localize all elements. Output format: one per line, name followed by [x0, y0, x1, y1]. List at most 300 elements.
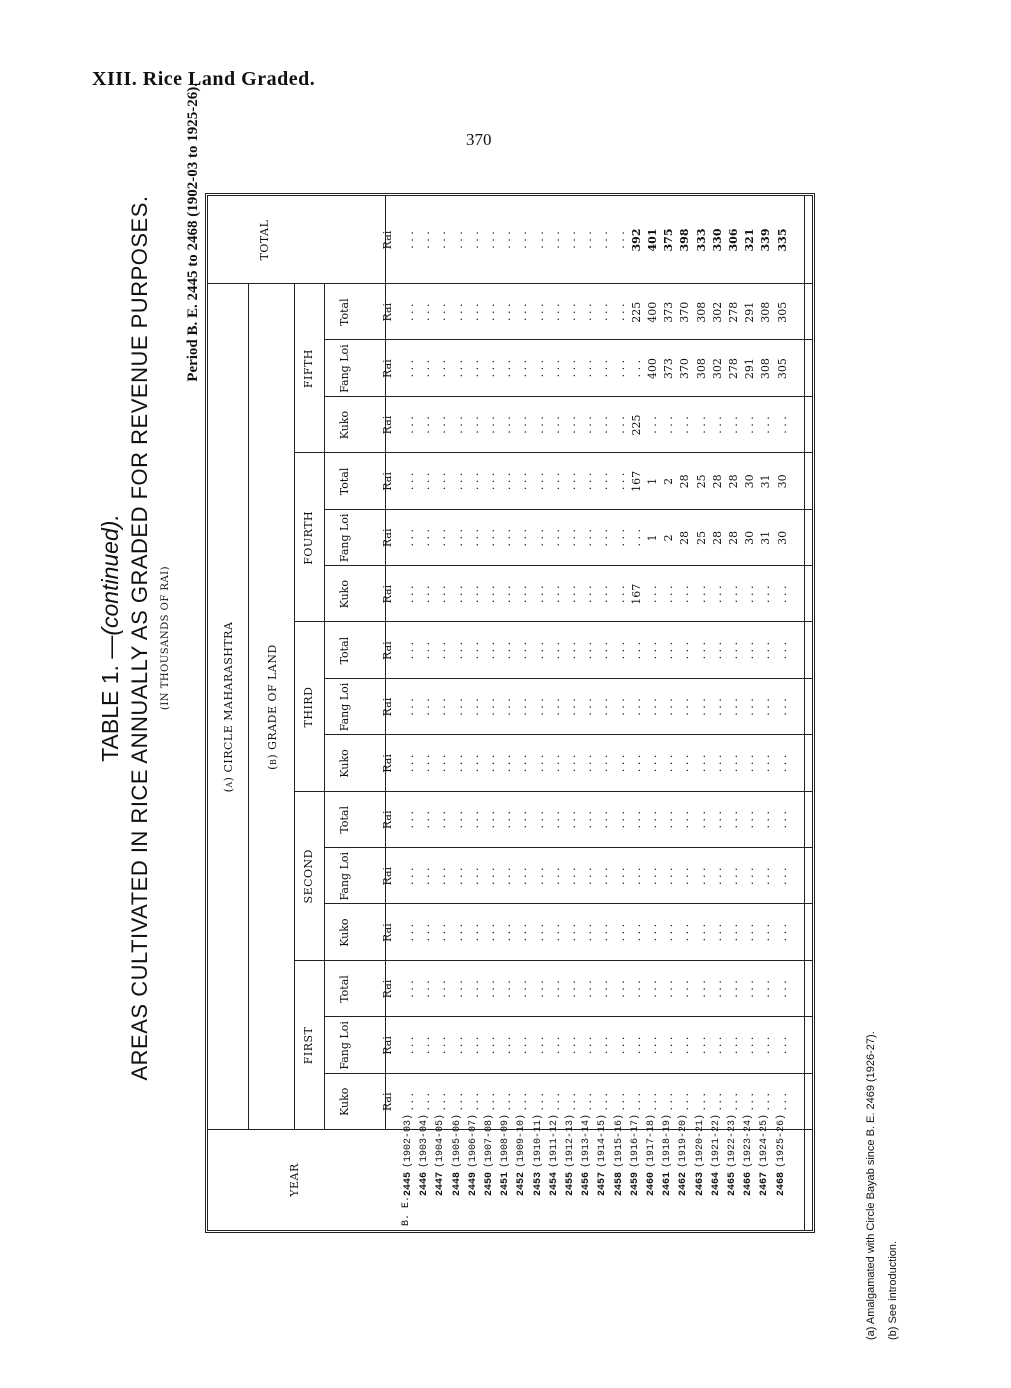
table-cell: 278	[727, 358, 740, 380]
table-cell-empty: . . .	[532, 416, 546, 434]
table-cell-empty: . . .	[694, 867, 708, 885]
table-cell-empty: . . .	[532, 472, 546, 491]
table-cell-empty: . . .	[597, 585, 611, 603]
table-cell-empty: . . .	[484, 698, 497, 716]
table-cell-empty: . . .	[467, 359, 481, 378]
table-cell: 28	[710, 474, 724, 489]
table-cell-empty: . . .	[743, 867, 757, 885]
table-cell-empty: . . .	[484, 585, 497, 603]
table-cell-empty: . . .	[581, 303, 595, 321]
table-cell-empty: . . .	[759, 585, 773, 603]
table-cell-empty: . . .	[775, 923, 789, 942]
table-cell-empty: . . .	[403, 811, 416, 829]
table-cell-empty: . . .	[581, 811, 595, 829]
table-cell-empty: . . .	[516, 698, 530, 716]
be-prefix: B. E.	[401, 1195, 412, 1226]
table-cell-empty: . . .	[678, 867, 692, 885]
table-cell-empty: . . .	[743, 811, 757, 829]
table-cell-empty: . . .	[451, 867, 465, 885]
total-cell-empty: . . .	[597, 231, 611, 249]
table-cell-empty: . . .	[484, 1036, 497, 1055]
unit-label: Rai	[381, 754, 394, 773]
table-cell-empty: . . .	[775, 1093, 789, 1111]
table-cell-empty: . . .	[484, 867, 497, 885]
year-ce: (1915-16)	[613, 1113, 625, 1168]
table-cell-empty: . . .	[581, 641, 595, 660]
table-cell-empty: . . .	[467, 980, 481, 998]
row-divider	[294, 284, 295, 1130]
table-cell-empty: . . .	[678, 585, 692, 603]
table-cell-empty: . . .	[597, 303, 611, 321]
table-cell-empty: . . .	[629, 923, 643, 942]
table-cell-empty: . . .	[613, 754, 627, 773]
table-cell-empty: . . .	[694, 585, 708, 603]
table-cell-empty: . . .	[613, 980, 627, 998]
table-cell: 305	[775, 301, 789, 323]
table-cell-empty: . . .	[500, 359, 514, 378]
table-cell-empty: . . .	[565, 867, 578, 885]
table-cell-empty: . . .	[548, 359, 562, 378]
table-cell-empty: . . .	[710, 867, 724, 885]
table-cell-empty: . . .	[419, 754, 433, 773]
table-cell-empty: . . .	[403, 359, 416, 378]
subcol-header: Kuko	[338, 749, 351, 778]
page-header: XIII. Rice Land Graded.	[92, 68, 316, 90]
table-cell-empty: . . .	[662, 1093, 676, 1111]
table-cell-empty: . . .	[629, 698, 643, 716]
table-cell-empty: . . .	[678, 754, 692, 773]
grade-5-header: FIFTH	[302, 349, 315, 389]
total-cell: 330	[710, 228, 724, 252]
table-cell-empty: . . .	[451, 641, 465, 660]
table-cell-empty: . . .	[435, 641, 449, 660]
year-ce: (1917-18)	[646, 1113, 657, 1168]
total-cell-empty: . . .	[613, 231, 627, 249]
total-cell-empty: . . .	[451, 231, 465, 249]
table-cell-empty: . . .	[419, 1036, 433, 1055]
table-cell-empty: . . .	[548, 472, 562, 491]
table-cell-empty: . . .	[516, 867, 530, 885]
table-cell-empty: . . .	[435, 867, 449, 885]
table-cell-empty: . . .	[435, 1093, 449, 1111]
total-cell-empty: . . .	[516, 231, 530, 249]
table-cell-empty: . . .	[597, 529, 611, 547]
year-ce: (1923-24)	[743, 1113, 755, 1168]
table-cell: 370	[678, 358, 692, 380]
table-cell-empty: . . .	[646, 1036, 659, 1055]
table-cell-empty: . . .	[435, 1036, 449, 1055]
table-cell-empty: . . .	[710, 416, 724, 434]
table-cell-empty: . . .	[678, 641, 692, 660]
table-cell-empty: . . .	[548, 641, 562, 660]
table-cell-empty: . . .	[565, 923, 578, 942]
year-be: 2462	[678, 1171, 690, 1196]
grade-4-header: FOURTH	[302, 510, 315, 565]
table-cell-empty: . . .	[532, 754, 546, 773]
table-cell-empty: . . .	[759, 811, 773, 829]
table-cell-empty: . . .	[710, 1093, 724, 1111]
table-cell-empty: . . .	[678, 980, 692, 998]
row-divider	[248, 284, 249, 1130]
table-cell-empty: . . .	[419, 472, 433, 491]
table-cell-empty: . . .	[548, 923, 562, 942]
year-ce: (1903-04)	[419, 1113, 431, 1168]
year-be: 2466	[743, 1171, 755, 1196]
subcol-header: Total	[338, 975, 351, 1003]
table-cell-empty: . . .	[532, 529, 546, 547]
table-cell-empty: . . .	[500, 472, 514, 491]
table-cell-empty: . . .	[451, 923, 465, 942]
table-cell-empty: . . .	[597, 923, 611, 942]
total-header: TOTAL	[258, 219, 271, 261]
year-be: 2468	[775, 1171, 787, 1196]
table-cell-empty: . . .	[532, 923, 546, 942]
total-cell-empty: . . .	[548, 231, 562, 249]
table-cell: 400	[646, 358, 659, 380]
year-header: YEAR	[288, 1163, 301, 1197]
table-cell-empty: . . .	[451, 359, 465, 378]
grade-2-header: SECOND	[302, 849, 315, 904]
table-cell-empty: . . .	[467, 867, 481, 885]
table-cell-empty: . . .	[775, 867, 789, 885]
year-be: 2447	[435, 1171, 447, 1196]
table-cell: 291	[743, 301, 757, 323]
table-cell-empty: . . .	[484, 416, 497, 434]
table-cell-empty: . . .	[727, 754, 740, 773]
subcol-header: Fang Loi	[338, 1021, 351, 1070]
unit-label: Rai	[381, 359, 394, 378]
total-cell: 335	[775, 228, 789, 252]
table-cell-empty: . . .	[694, 1036, 708, 1055]
table-cell-empty: . . .	[759, 980, 773, 998]
table-cell-empty: . . .	[500, 754, 514, 773]
total-cell-empty: . . .	[565, 231, 578, 249]
table-cell-empty: . . .	[516, 529, 530, 547]
table-cell-empty: . . .	[662, 980, 676, 998]
table-cell-empty: . . .	[435, 416, 449, 434]
table-cell-empty: . . .	[532, 698, 546, 716]
table-cell-empty: . . .	[565, 529, 578, 547]
table-cell-empty: . . .	[597, 698, 611, 716]
table-cell-empty: . . .	[516, 923, 530, 942]
table-cell: 302	[710, 301, 724, 323]
table-cell: 302	[710, 358, 724, 380]
table-cell-empty: . . .	[565, 754, 578, 773]
grade-header: (b) GRADE OF LAND	[266, 644, 279, 770]
table-cell-empty: . . .	[451, 980, 465, 998]
table-cell: 2	[662, 534, 676, 542]
table-cell-empty: . . .	[775, 811, 789, 829]
table-cell-empty: . . .	[403, 980, 416, 998]
table-cell-empty: . . .	[516, 1036, 530, 1055]
table-cell-empty: . . .	[678, 923, 692, 942]
year-ce: (1910-11)	[532, 1113, 544, 1168]
total-cell: 392	[629, 228, 643, 252]
table-cell-empty: . . .	[419, 529, 433, 547]
table-cell-empty: . . .	[743, 1093, 757, 1111]
table-cell-empty: . . .	[759, 754, 773, 773]
row-divider	[324, 284, 325, 1130]
year-be: 2467	[759, 1171, 771, 1196]
year-be: 2452	[516, 1171, 528, 1196]
year-ce: (1907-08)	[484, 1113, 495, 1168]
table-cell-empty: . . .	[775, 1036, 789, 1055]
table-cell-empty: . . .	[727, 698, 740, 716]
table-cell-empty: . . .	[532, 1036, 546, 1055]
table-cell-empty: . . .	[419, 980, 433, 998]
table-cell-empty: . . .	[532, 811, 546, 829]
table-cell-empty: . . .	[743, 641, 757, 660]
table-cell-empty: . . .	[419, 585, 433, 603]
table-cell-empty: . . .	[710, 641, 724, 660]
table-cell-empty: . . .	[694, 754, 708, 773]
table-cell-empty: . . .	[403, 923, 416, 942]
table-cell-empty: . . .	[646, 698, 659, 716]
table-cell-empty: . . .	[613, 641, 627, 660]
data-table	[205, 193, 815, 1233]
table-cell-empty: . . .	[403, 303, 416, 321]
table-cell-empty: . . .	[500, 1093, 514, 1111]
table-cell-empty: . . .	[467, 1036, 481, 1055]
table-cell: 291	[743, 358, 757, 380]
table-cell-empty: . . .	[565, 472, 578, 491]
row-divider	[804, 196, 805, 1230]
footnote-1: (a) Amalgamated with Circle Bayab since B. E. 2469 (1926-27).	[865, 1031, 877, 1340]
table-cell-empty: . . .	[613, 923, 627, 942]
table-cell-empty: . . .	[613, 303, 627, 321]
unit-label: Rai	[381, 472, 394, 491]
table-cell-empty: . . .	[435, 698, 449, 716]
table-cell-empty: . . .	[743, 416, 757, 434]
table-cell-empty: . . .	[662, 698, 676, 716]
year-be: 2465	[727, 1171, 738, 1196]
table-cell-empty: . . .	[662, 1036, 676, 1055]
table-cell-empty: . . .	[727, 923, 740, 942]
table-cell-empty: . . .	[467, 811, 481, 829]
table-cell-empty: . . .	[678, 811, 692, 829]
total-cell: 375	[662, 228, 676, 252]
table-cell: 28	[678, 530, 692, 545]
table-cell-empty: . . .	[597, 472, 611, 491]
table-cell-empty: . . .	[775, 980, 789, 998]
year-be: 2453	[532, 1171, 544, 1196]
year-ce: (1911-12)	[548, 1113, 560, 1168]
unit-label: Rai	[381, 1092, 394, 1112]
total-cell-empty: . . .	[403, 231, 416, 249]
table-cell-empty: . . .	[403, 641, 416, 660]
subcol-header: Fang Loi	[338, 851, 351, 901]
table-cell-empty: . . .	[451, 811, 465, 829]
table-cell-empty: . . .	[646, 641, 659, 660]
table-cell-empty: . . .	[678, 1093, 692, 1111]
table-cell-empty: . . .	[743, 698, 757, 716]
year-ce: (1925-26)	[775, 1113, 787, 1168]
table-cell-empty: . . .	[743, 1036, 757, 1055]
table-cell-empty: . . .	[435, 529, 449, 547]
table-cell-empty: . . .	[694, 923, 708, 942]
table-cell: 30	[743, 474, 757, 489]
table-title-number: 1.	[97, 665, 123, 685]
subcol-header: Kuko	[338, 918, 351, 947]
table-period: Period B. E. 2445 to 2468 (1902-03 to 1925-26).	[185, 83, 201, 382]
table-cell-empty: . . .	[613, 359, 627, 378]
table-title	[95, 188, 155, 1088]
table-cell-empty: . . .	[727, 1036, 740, 1055]
table-cell-empty: . . .	[759, 923, 773, 942]
table-cell-empty: . . .	[662, 811, 676, 829]
table-cell: 30	[775, 530, 789, 545]
table-cell-empty: . . .	[597, 359, 611, 378]
table-cell-empty: . . .	[467, 923, 481, 942]
table-cell: 25	[694, 474, 708, 489]
table-cell: 28	[727, 530, 740, 545]
table-cell-empty: . . .	[500, 923, 514, 942]
table-cell-empty: . . .	[500, 811, 514, 829]
table-cell-empty: . . .	[565, 980, 578, 998]
unit-label: Rai	[381, 302, 394, 322]
table-cell-empty: . . .	[548, 754, 562, 773]
table-cell-empty: . . .	[419, 1093, 433, 1111]
total-cell-empty: . . .	[500, 231, 514, 249]
table-cell-empty: . . .	[727, 1093, 740, 1111]
table-cell-empty: . . .	[759, 416, 773, 434]
table-cell-empty: . . .	[516, 754, 530, 773]
table-cell-empty: . . .	[532, 359, 546, 378]
table-cell-empty: . . .	[678, 416, 692, 434]
table-cell: 225	[629, 301, 643, 323]
table-cell-empty: . . .	[629, 867, 643, 885]
table-cell-empty: . . .	[435, 811, 449, 829]
table-cell-empty: . . .	[419, 867, 433, 885]
year-ce: (1908-09)	[500, 1113, 512, 1168]
table-cell-empty: . . .	[629, 641, 643, 660]
table-cell-empty: . . .	[613, 529, 627, 547]
table-cell-empty: . . .	[646, 867, 659, 885]
table-cell-empty: . . .	[581, 980, 595, 998]
table-cell-empty: . . .	[775, 585, 789, 603]
year-be: 2449	[467, 1171, 479, 1196]
total-cell-empty: . . .	[532, 231, 546, 249]
year-ce: (1918-19)	[662, 1113, 674, 1168]
year-ce: (1904-05)	[435, 1113, 447, 1168]
year-ce: (1914-15)	[597, 1113, 609, 1168]
table-cell-empty: . . .	[548, 303, 562, 321]
table-cell-empty: . . .	[548, 698, 562, 716]
table-cell-empty: . . .	[435, 585, 449, 603]
table-title-continued: —(continued).	[97, 514, 123, 659]
table-cell-empty: . . .	[646, 754, 659, 773]
table-title-main: AREAS CULTIVATED IN RICE ANNUALLY AS GRADED FOR REVENUE PURPOSES.	[127, 195, 152, 1081]
table-cell-empty: . . .	[710, 980, 724, 998]
table-cell-empty: . . .	[581, 472, 595, 491]
subcol-header: Kuko	[338, 1087, 351, 1116]
table-cell-empty: . . .	[694, 698, 708, 716]
table-cell-empty: . . .	[484, 1093, 497, 1111]
table-cell-empty: . . .	[759, 698, 773, 716]
table-cell-empty: . . .	[743, 923, 757, 942]
table-cell-empty: . . .	[532, 867, 546, 885]
table-cell: 2	[662, 477, 676, 485]
table-cell: 305	[775, 358, 789, 380]
table-cell: 30	[743, 530, 757, 545]
table-cell-empty: . . .	[403, 472, 416, 491]
table-cell-empty: . . .	[419, 641, 433, 660]
table-cell: 373	[662, 358, 676, 380]
table-cell-empty: . . .	[694, 416, 708, 434]
total-cell-empty: . . .	[484, 231, 497, 249]
table-cell-empty: . . .	[451, 529, 465, 547]
table-cell-empty: . . .	[435, 980, 449, 998]
table-cell-empty: . . .	[646, 416, 659, 434]
table-cell-empty: . . .	[467, 754, 481, 773]
total-unit-label: Rai	[381, 230, 394, 250]
year-be: 2451	[500, 1171, 512, 1196]
table-cell-empty: . . .	[581, 923, 595, 942]
table-cell: 30	[775, 474, 789, 489]
table-cell-empty: . . .	[451, 585, 465, 603]
table-cell: 28	[710, 530, 724, 545]
table-cell-empty: . . .	[403, 1093, 416, 1111]
table-cell-empty: . . .	[565, 303, 578, 321]
table-cell-empty: . . .	[532, 1093, 546, 1111]
table-cell-empty: . . .	[710, 923, 724, 942]
table-cell-empty: . . .	[548, 529, 562, 547]
table-cell-empty: . . .	[710, 754, 724, 773]
table-cell-empty: . . .	[548, 980, 562, 998]
table-cell-empty: . . .	[613, 472, 627, 491]
subcol-header: Total	[338, 467, 351, 496]
unit-label: Rai	[381, 584, 394, 604]
year-be: 2448	[451, 1171, 463, 1196]
year-ce: (1906-07)	[467, 1113, 479, 1168]
table-cell-empty: . . .	[516, 1093, 530, 1111]
table-cell-empty: . . .	[662, 585, 676, 603]
footnotes	[860, 1031, 904, 1340]
total-cell: 321	[743, 228, 757, 252]
table-cell-empty: . . .	[419, 303, 433, 321]
table-cell-empty: . . .	[581, 754, 595, 773]
table-cell-empty: . . .	[694, 980, 708, 998]
table-cell: 308	[694, 358, 708, 380]
table-cell-empty: . . .	[678, 1036, 692, 1055]
table-cell: 400	[646, 301, 659, 323]
total-cell: 398	[678, 228, 692, 252]
table-cell-empty: . . .	[467, 698, 481, 716]
table-cell: 1	[646, 477, 659, 485]
table-cell-empty: . . .	[759, 1093, 773, 1111]
table-cell: 28	[727, 474, 740, 489]
subcol-header: Total	[338, 298, 351, 327]
grade-1-header: FIRST	[302, 1026, 315, 1065]
table-cell-empty: . . .	[403, 1036, 416, 1055]
table-cell-empty: . . .	[597, 1036, 611, 1055]
total-cell: 333	[694, 228, 708, 252]
table-cell-empty: . . .	[451, 1093, 465, 1111]
table-cell-empty: . . .	[565, 698, 578, 716]
table-cell-empty: . . .	[516, 359, 530, 378]
subcol-header: Kuko	[338, 410, 351, 440]
table-cell-empty: . . .	[678, 698, 692, 716]
table-cell-empty: . . .	[403, 867, 416, 885]
table-cell-empty: . . .	[565, 585, 578, 603]
table-cell: 28	[678, 474, 692, 489]
total-cell-empty: . . .	[419, 231, 433, 249]
year-be: 2457	[597, 1171, 609, 1196]
table-cell-empty: . . .	[727, 641, 740, 660]
year-ce: (1920-21)	[694, 1113, 706, 1168]
year-ce: (1905-06)	[451, 1113, 463, 1168]
table-cell: 370	[678, 301, 692, 323]
